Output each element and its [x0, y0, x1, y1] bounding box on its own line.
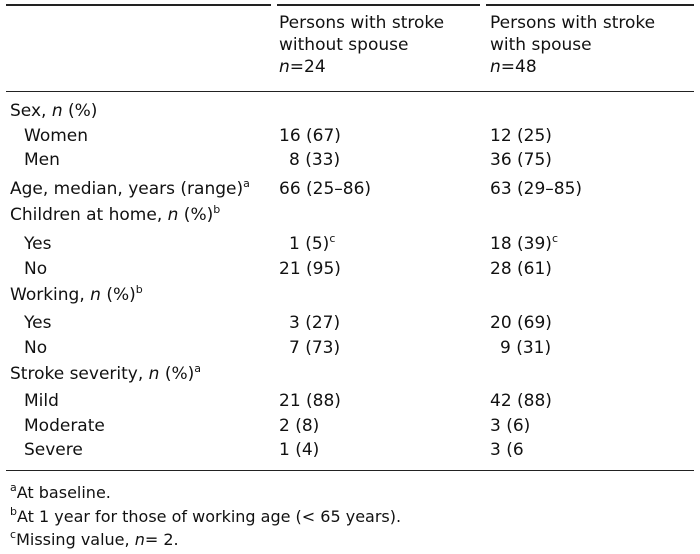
n-value: 24 — [304, 57, 326, 77]
cell-with-spouse: 18 $(39)^c$ — [490, 232, 558, 254]
n-symbol: n — [279, 57, 290, 77]
cell-with-spouse: 3 (6) — [490, 416, 531, 436]
rule-gap — [271, 4, 277, 6]
row-label: Stroke severity, n (%)$^a$ — [10, 362, 202, 384]
table-row-mild — [0, 389, 700, 413]
row-label: Yes — [24, 313, 52, 333]
n-symbol: n — [490, 57, 501, 77]
cell-with-spouse: 20 (69) — [490, 313, 552, 333]
header-n — [490, 56, 655, 78]
cell-with-spouse: 42 (88) — [490, 391, 552, 411]
table-row-working — [0, 283, 700, 307]
cell-with-spouse: 28 (61) — [490, 259, 552, 279]
cell-without-spouse: 1 (4) — [279, 440, 320, 460]
row-label: Women — [24, 126, 89, 146]
table-row-working-no — [0, 336, 700, 360]
table-row-working-yes — [0, 311, 700, 335]
row-label: Mild — [24, 391, 59, 411]
row-label: No — [24, 338, 48, 358]
cell-with-spouse: 63 (29–85) — [490, 179, 583, 199]
table-row-stroke-severity — [0, 362, 700, 386]
n-value: 48 — [515, 57, 537, 77]
cell-without-spouse: 8 (33) — [289, 150, 341, 170]
cell-without-spouse: 1 $(5)^c$ — [289, 232, 336, 254]
rule-gap — [480, 4, 486, 6]
cell-with-spouse: 36 (75) — [490, 150, 552, 170]
row-label: Working, n (%)$^b$ — [10, 283, 143, 305]
table-bottom-rule — [6, 470, 694, 471]
header-rule — [6, 91, 694, 92]
cell-without-spouse: 7 (73) — [289, 338, 341, 358]
header-line: with spouse — [490, 35, 592, 55]
row-label: Children at home, n (%)$^b$ — [10, 203, 221, 225]
table-row-women — [0, 124, 700, 148]
table-row-moderate — [0, 414, 700, 438]
table-row-men — [0, 148, 700, 172]
footnote-c: $^c$Missing value, n= 2. — [10, 528, 179, 549]
cell-without-spouse: 3 (27) — [289, 313, 341, 333]
table-row-sex — [0, 99, 700, 123]
header-n — [279, 56, 444, 78]
column-header-with-spouse — [490, 12, 655, 78]
footnote-a: $^a$At baseline. — [10, 481, 111, 502]
table-row-severe — [0, 438, 700, 462]
row-label: Sex, n (%) — [10, 101, 98, 121]
row-label: Severe — [24, 440, 83, 460]
cell-without-spouse: 21 (88) — [279, 391, 341, 411]
equals-sign: = — [289, 57, 305, 77]
cell-without-spouse: 21 (95) — [279, 259, 341, 279]
cell-without-spouse: 66 (25–86) — [279, 179, 372, 199]
cell-with-spouse: 3 (6 — [490, 440, 524, 460]
equals-sign: = — [500, 57, 516, 77]
column-header-without-spouse — [279, 12, 444, 78]
footnote-b: $^b$At 1 year for those of working age (< 65 years). — [10, 505, 402, 526]
row-label: No — [24, 259, 48, 279]
cell-with-spouse: 12 (25) — [490, 126, 552, 146]
header-line: without spouse — [279, 35, 409, 55]
table-row-children-yes — [0, 232, 700, 256]
row-label: Yes — [24, 234, 52, 254]
row-label: Age, median, years (range)$^a$ — [10, 177, 250, 199]
row-label: Men — [24, 150, 60, 170]
table-top-rule — [6, 4, 694, 6]
table-row-age — [0, 177, 700, 201]
cell-with-spouse: 9 (31) — [500, 338, 552, 358]
header-line: Persons with stroke — [279, 13, 445, 33]
cell-without-spouse: 2 (8) — [279, 416, 320, 436]
header-line: Persons with stroke — [490, 13, 656, 33]
row-label: Moderate — [24, 416, 105, 436]
table-row-children-no — [0, 257, 700, 281]
cell-without-spouse: 16 (67) — [279, 126, 341, 146]
table-row-children-at-home — [0, 203, 700, 227]
